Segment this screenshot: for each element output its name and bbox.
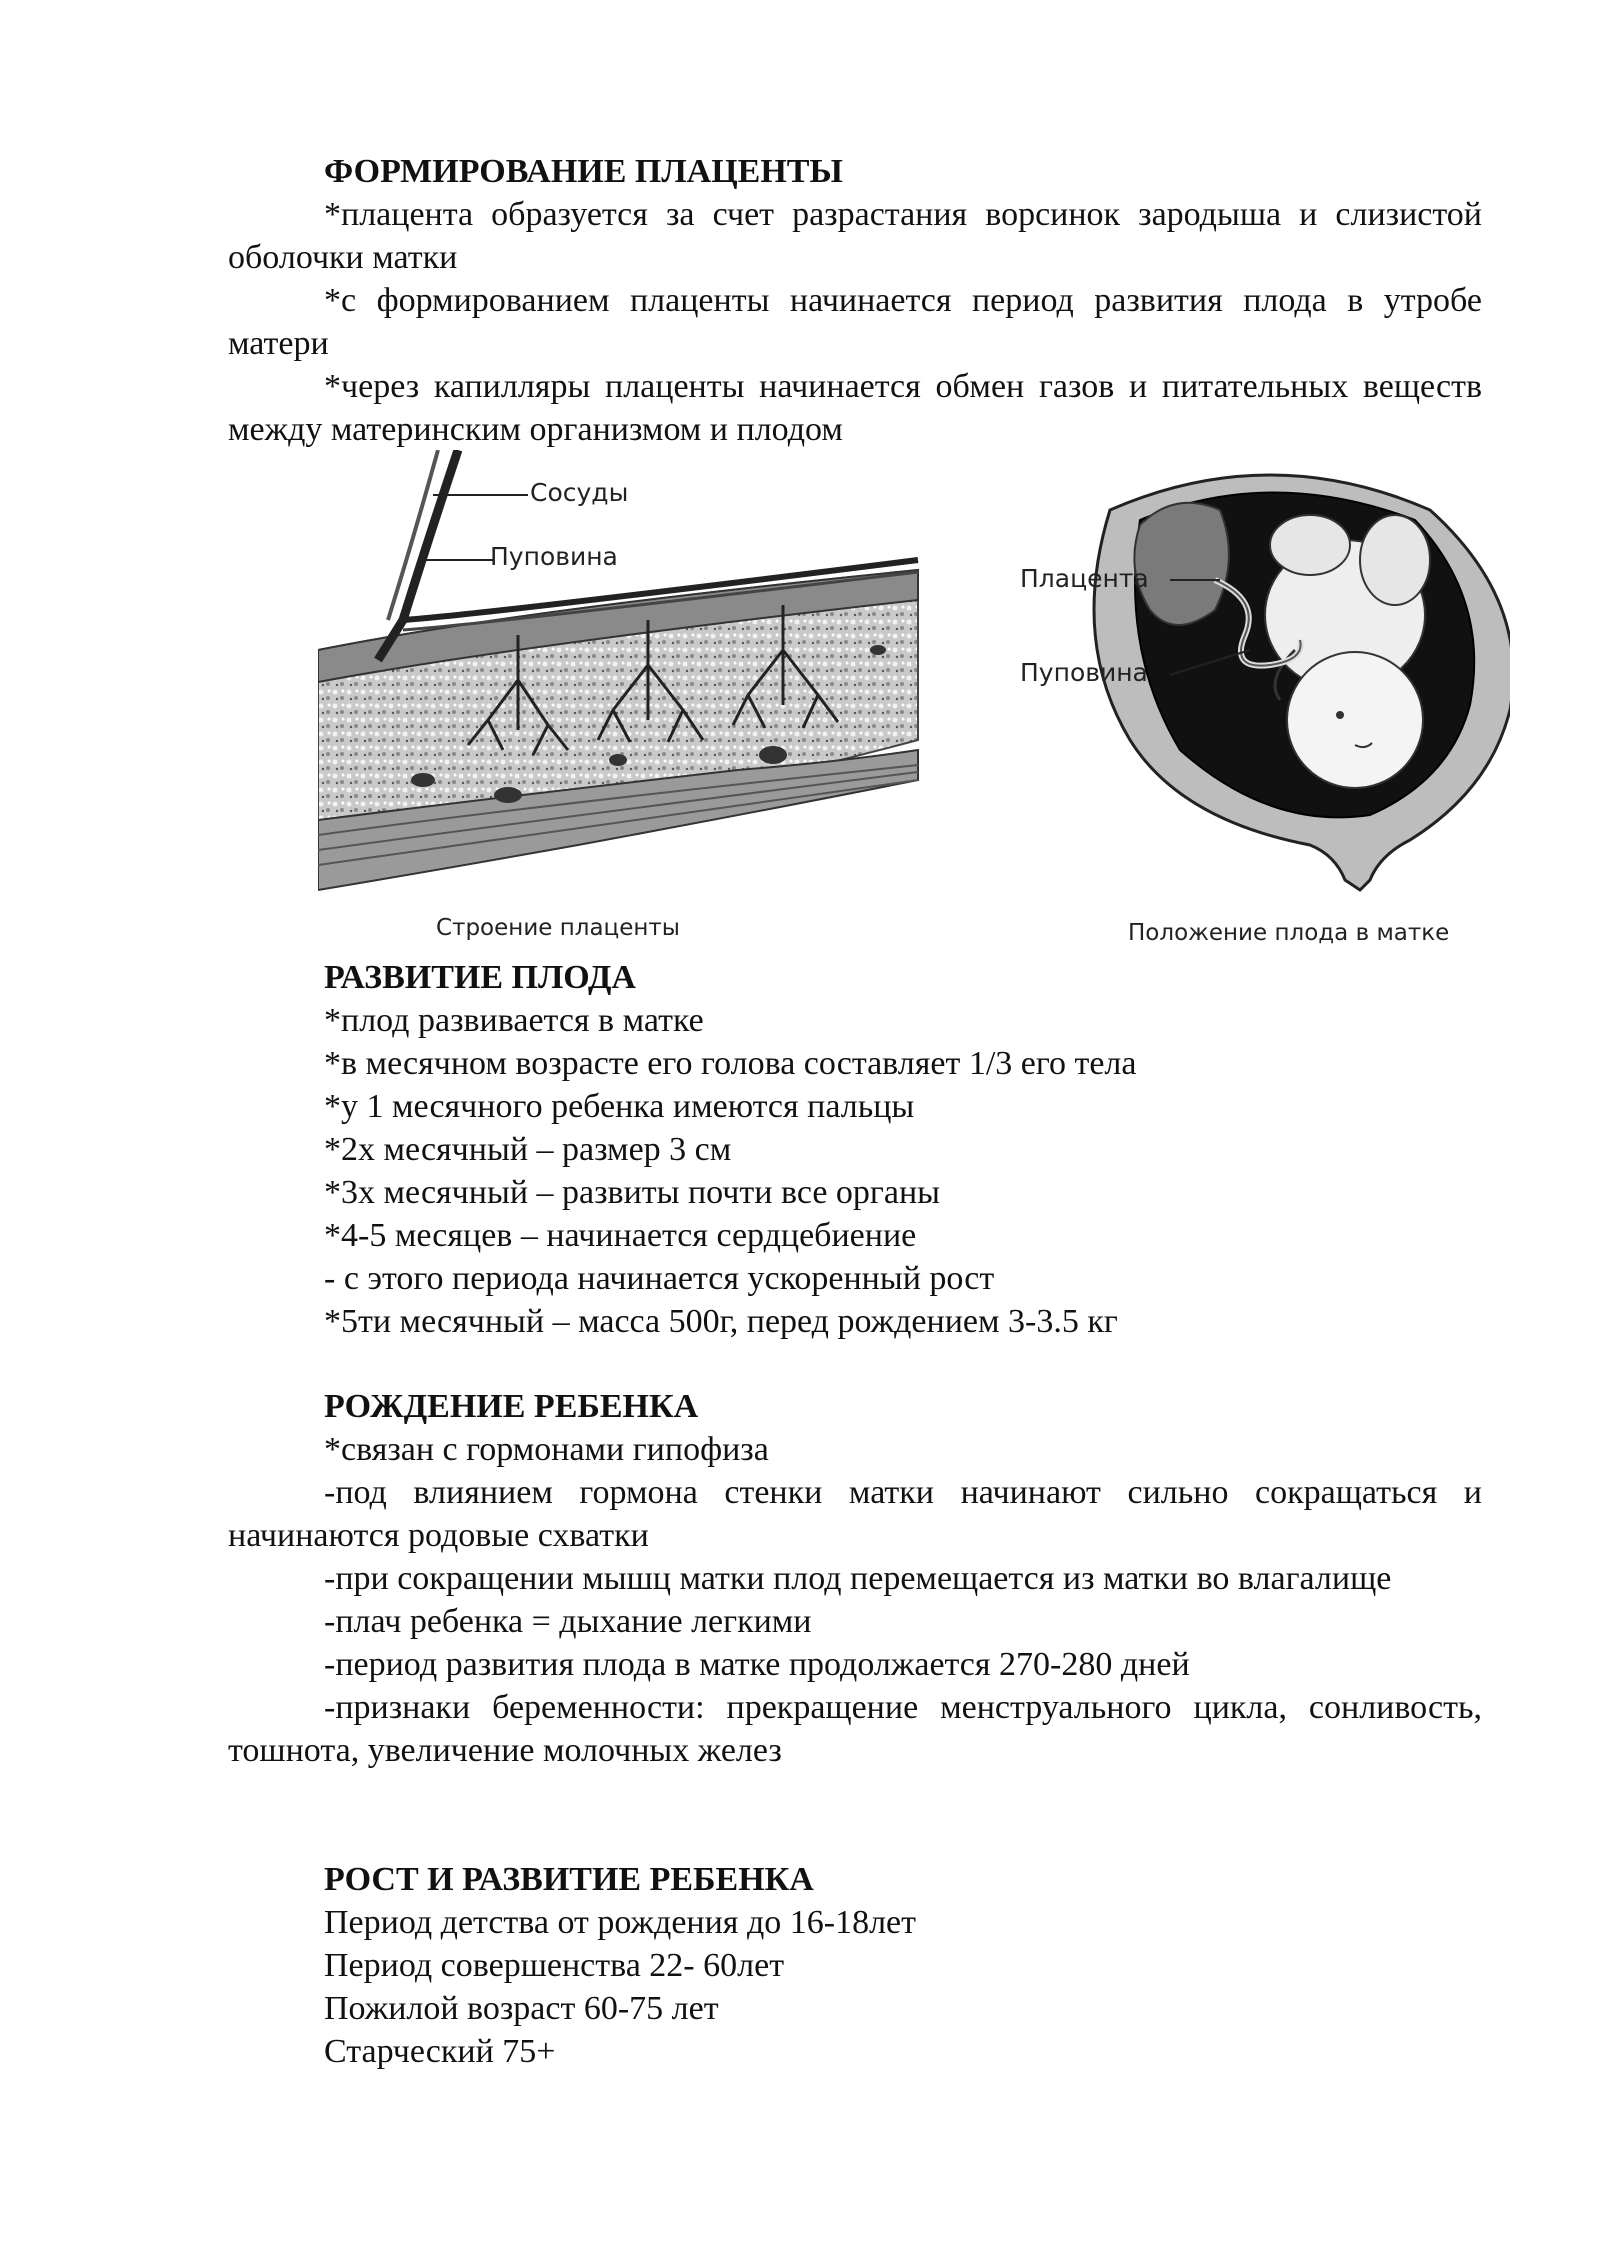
section-heading: РАЗВИТИЕ ПЛОДА: [324, 959, 636, 996]
umbilical-cord-label: Пуповина: [490, 542, 618, 571]
section-heading: ФОРМИРОВАНИЕ ПЛАЦЕНТЫ: [324, 153, 843, 190]
fetus-position-figure: [1010, 450, 1510, 960]
section-childbirth: [228, 1385, 1482, 1772]
section-heading: РОСТ И РАЗВИТИЕ РЕБЕНКА: [324, 1861, 814, 1898]
paragraph: -плач ребенка = дыхание легкими: [324, 1603, 812, 1640]
fetus-position-caption: Положение плода в матке: [1128, 920, 1450, 946]
paragraph: *связан с гормонами гипофиза: [324, 1431, 769, 1468]
paragraph: *плацента образуется за счет разрастания ворсинок зародыша и слизистой оболочки матки: [228, 196, 1482, 276]
list-item: *3х месячный – развиты почти все органы: [324, 1174, 940, 1211]
paragraph: -под влиянием гормона стенки матки начинают сильно сокращаться и начинаются родовые схватки: [228, 1474, 1482, 1554]
paragraph: -период развития плода в матке продолжается 270-280 дней: [324, 1646, 1190, 1683]
list-item: Старческий 75+: [324, 2033, 556, 2070]
section-fetus-development: [228, 956, 1482, 1343]
placenta-structure-illustration: [318, 450, 958, 900]
umbilical-cord-label: Пуповина: [1020, 658, 1148, 687]
list-item: Пожилой возраст 60-75 лет: [324, 1990, 719, 2027]
list-item: *в месячном возрасте его голова составляет 1/3 его тела: [324, 1045, 1137, 1082]
section-placenta-formation: [228, 150, 1482, 451]
paragraph: *с формированием плаценты начинается период развития плода в утробе матери: [228, 282, 1482, 362]
paragraph: -при сокращении мышц матки плод перемещается из матки во влагалище: [324, 1560, 1392, 1597]
list-item: Период совершенства 22- 60лет: [324, 1947, 785, 1984]
list-item: Период детства от рождения до 16-18лет: [324, 1904, 916, 1941]
list-item: *2х месячный – размер 3 см: [324, 1131, 732, 1168]
list-item: *плод развивается в матке: [324, 1002, 704, 1039]
section-child-growth: [228, 1858, 1482, 2073]
vessels-label: Сосуды: [530, 478, 629, 507]
list-item: *4-5 месяцев – начинается сердцебиение: [324, 1217, 917, 1254]
list-item: - с этого периода начинается ускоренный рост: [324, 1260, 995, 1297]
paragraph: *через капилляры плаценты начинается обмен газов и питательных веществ между материнским организмом и плодом: [228, 368, 1482, 448]
section-heading: РОЖДЕНИЕ РЕБЕНКА: [324, 1388, 699, 1425]
placenta-label: Плацента: [1020, 564, 1149, 593]
paragraph: -признаки беременности: прекращение менструального цикла, сонливость, тошнота, увеличение молочных желез: [228, 1689, 1482, 1769]
placenta-structure-figure: [318, 450, 958, 950]
placenta-structure-caption: Строение плаценты: [436, 915, 680, 941]
list-item: *у 1 месячного ребенка имеются пальцы: [324, 1088, 915, 1125]
list-item: *5ти месячный – масса 500г, перед рождением 3-3.5 кг: [324, 1303, 1118, 1340]
